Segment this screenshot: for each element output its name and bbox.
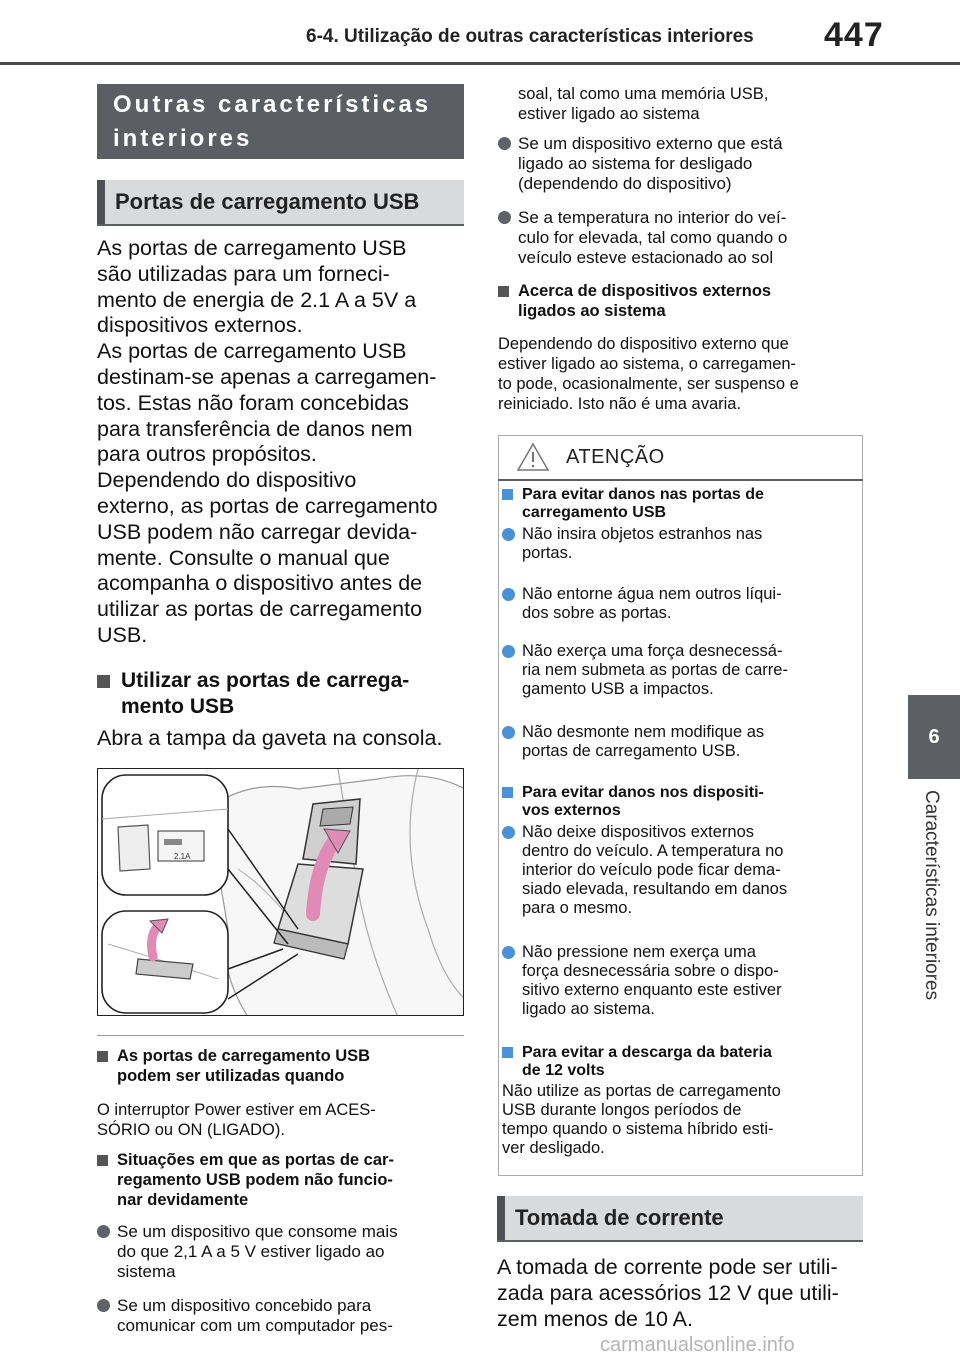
text-line: Se um dispositivo concebido para [117, 1296, 372, 1315]
text-line: Não insira objetos estranhos nas [522, 525, 763, 543]
situation-bullet [498, 208, 868, 268]
text-line: destinam-se apenas a carregamen- [97, 364, 437, 389]
figure-rule [97, 1035, 464, 1036]
text-line: portas. [522, 544, 573, 562]
situations-heading [97, 1150, 469, 1210]
text-line: zem menos de 10 A. [497, 1306, 693, 1331]
text-line: estiver ligado ao sistema [518, 105, 700, 123]
text-line: Se um dispositivo que consome mais [117, 1222, 398, 1241]
continued-text [518, 84, 868, 124]
use-usb-heading [97, 668, 469, 720]
warning-bullet [502, 723, 857, 761]
port-label: 2.1A [174, 852, 191, 861]
text-line: para outros propósitos. [97, 442, 317, 467]
warning-bullet [502, 525, 857, 563]
text-line: Para evitar a descarga da bateria [522, 1044, 772, 1061]
section-banner-line: interiores [113, 125, 253, 152]
text-line: portas de carregamento USB. [522, 742, 741, 760]
text-line: Utilizar as portas de carrega- [121, 669, 410, 692]
text-line: dentro do veículo. A temperatura no [522, 842, 784, 860]
text-line: carregamento USB [522, 504, 667, 521]
when-heading [97, 1046, 469, 1086]
text-line: do que 2,1 A a 5 V estiver ligado ao [117, 1242, 385, 1261]
text-line: estiver ligado ao sistema, o carregamen- [498, 355, 797, 373]
text-line: tos. Estas não foram concebidas [97, 390, 409, 415]
warning-bullet [502, 943, 857, 1019]
text-line: USB. [97, 622, 148, 647]
text-line: Não pressione nem exerça uma [522, 943, 756, 961]
text-line: ver desligado. [502, 1139, 605, 1157]
text-line: sistema [117, 1262, 176, 1281]
text-line: externo, as portas de carregamento [97, 493, 438, 518]
watermark: carmanualsonline.info [600, 1334, 795, 1356]
text-line: Dependendo do dispositivo externo que [498, 335, 789, 353]
text-line: nar devidamente [117, 1191, 249, 1209]
text-line: soal, tal como uma memória USB, [518, 85, 769, 103]
warning-text [502, 1082, 857, 1158]
warning-bullet [502, 585, 857, 623]
text-line: USB podem não carregar devida- [97, 519, 418, 544]
external-devices-heading [498, 281, 868, 321]
text-line: de 12 volts [522, 1062, 605, 1079]
usb-ports-heading-text: Portas de carregamento USB [115, 189, 420, 214]
text-line: ligado ao sistema for desligado [518, 154, 753, 173]
warning-triangle-icon [516, 442, 550, 472]
when-text [97, 1100, 469, 1140]
text-line: gamento USB a impactos. [522, 680, 714, 698]
chapter-title: 6-4. Utilização de outras características interiores [306, 26, 754, 47]
text-line: Se um dispositivo externo que está [518, 134, 783, 153]
header-rule [0, 62, 960, 65]
console-figure [97, 768, 464, 1016]
text-line: culo for elevada, tal como quando o [518, 228, 788, 247]
external-devices-text [498, 334, 868, 414]
text-line: to pode, ocasionalmente, ser suspenso e [498, 375, 799, 393]
section-banner [97, 84, 464, 159]
text-line: mento de energia de 2.1 A a 5V a [97, 287, 417, 312]
usb-ports-heading [97, 180, 464, 224]
text-line: Não desmonte nem modifique as [522, 723, 765, 741]
text-line: siado elevada, resultando em danos [522, 880, 788, 898]
use-usb-text: Abra a tampa da gaveta na consola. [97, 726, 443, 750]
text-line: mente. Consulte o manual que [97, 545, 390, 570]
text-line: comunicar com um computador pes- [117, 1316, 393, 1335]
warning-heading [502, 486, 857, 522]
text-line: ligado ao sistema. [522, 1000, 655, 1018]
warning-heading [502, 784, 857, 820]
text-line: força desnecessária sobre o dispo- [522, 962, 779, 980]
text-line: reiniciado. Isto não é uma avaria. [498, 395, 742, 413]
text-line: ligados ao sistema [518, 302, 666, 320]
text-line: Não entorne água nem outros líqui- [522, 585, 782, 603]
text-line: para o mesmo. [522, 899, 633, 917]
chapter-tab-label: Características interiores [921, 790, 942, 1001]
intro-paragraph [97, 236, 469, 649]
warning-title: ATENÇÃO [566, 446, 665, 468]
text-line: veículo esteve estacionado ao sol [518, 248, 774, 267]
text-line: (dependendo do dispositivo) [518, 174, 732, 193]
power-outlet-heading [497, 1196, 863, 1240]
heading-underline [97, 224, 464, 226]
warning-bullet [502, 823, 857, 918]
text-line: interior do veículo pode ficar dema- [522, 861, 781, 879]
text-line: SÓRIO ou ON (LIGADO). [97, 1121, 285, 1139]
heading-underline [497, 1240, 863, 1242]
text-line: As portas de carregamento USB [97, 236, 407, 260]
text-line: dos sobre as portas. [522, 604, 672, 622]
text-line: são utilizadas para um forneci- [97, 261, 390, 286]
text-line: regamento USB podem não funcio- [117, 1171, 393, 1189]
page-number: 447 [824, 16, 884, 54]
text-line: utilizar as portas de carregamento [97, 597, 423, 622]
text-line: tempo quando o sistema híbrido esti- [502, 1120, 774, 1138]
text-line: zada para acessórios 12 V que utili- [497, 1280, 839, 1305]
situation-bullet [498, 134, 868, 194]
text-line: Para evitar danos nas portas de [522, 486, 764, 503]
power-outlet-text [497, 1255, 869, 1332]
text-line: Para evitar danos nos dispositi- [522, 784, 764, 801]
text-line: Não utilize as portas de carregamento [502, 1082, 781, 1100]
text-line: ria nem submeta as portas de carre- [522, 661, 788, 679]
text-line: sitivo externo enquanto este estiver [522, 981, 782, 999]
text-line: dispositivos externos. [97, 313, 303, 338]
text-line: Não exerça uma força desnecessá- [522, 642, 783, 660]
text-line: Não deixe dispositivos externos [522, 823, 755, 841]
chapter-tab[interactable]: 6 [908, 695, 960, 779]
situation-bullet [97, 1296, 469, 1336]
text-line: mento USB [121, 695, 235, 718]
situation-bullet [97, 1222, 469, 1282]
warning-heading [502, 1044, 857, 1080]
warning-bullet [502, 642, 857, 699]
text-line: acompanha o dispositivo antes de [97, 571, 423, 596]
text-line: A tomada de corrente pode ser utili- [497, 1255, 838, 1279]
text-line: O interruptor Power estiver em ACES- [97, 1101, 376, 1119]
text-line: vos externos [522, 802, 621, 819]
console-illustration [98, 769, 464, 1016]
power-outlet-heading-text: Tomada de corrente [515, 1205, 724, 1230]
text-line: podem ser utilizadas quando [117, 1067, 345, 1085]
section-banner-line: Outras características [113, 91, 432, 118]
text-line: Acerca de dispositivos externos [518, 282, 772, 300]
text-line: As portas de carregamento USB [97, 339, 407, 364]
text-line: Se a temperatura no interior do veí- [518, 208, 787, 227]
text-line: As portas de carregamento USB [117, 1047, 371, 1065]
text-line: Situações em que as portas de car- [117, 1151, 394, 1169]
text-line: Dependendo do dispositivo [97, 468, 357, 493]
text-line: USB durante longos períodos de [502, 1101, 742, 1119]
text-line: para transferência de danos nem [97, 416, 413, 441]
warning-rule [498, 479, 863, 481]
